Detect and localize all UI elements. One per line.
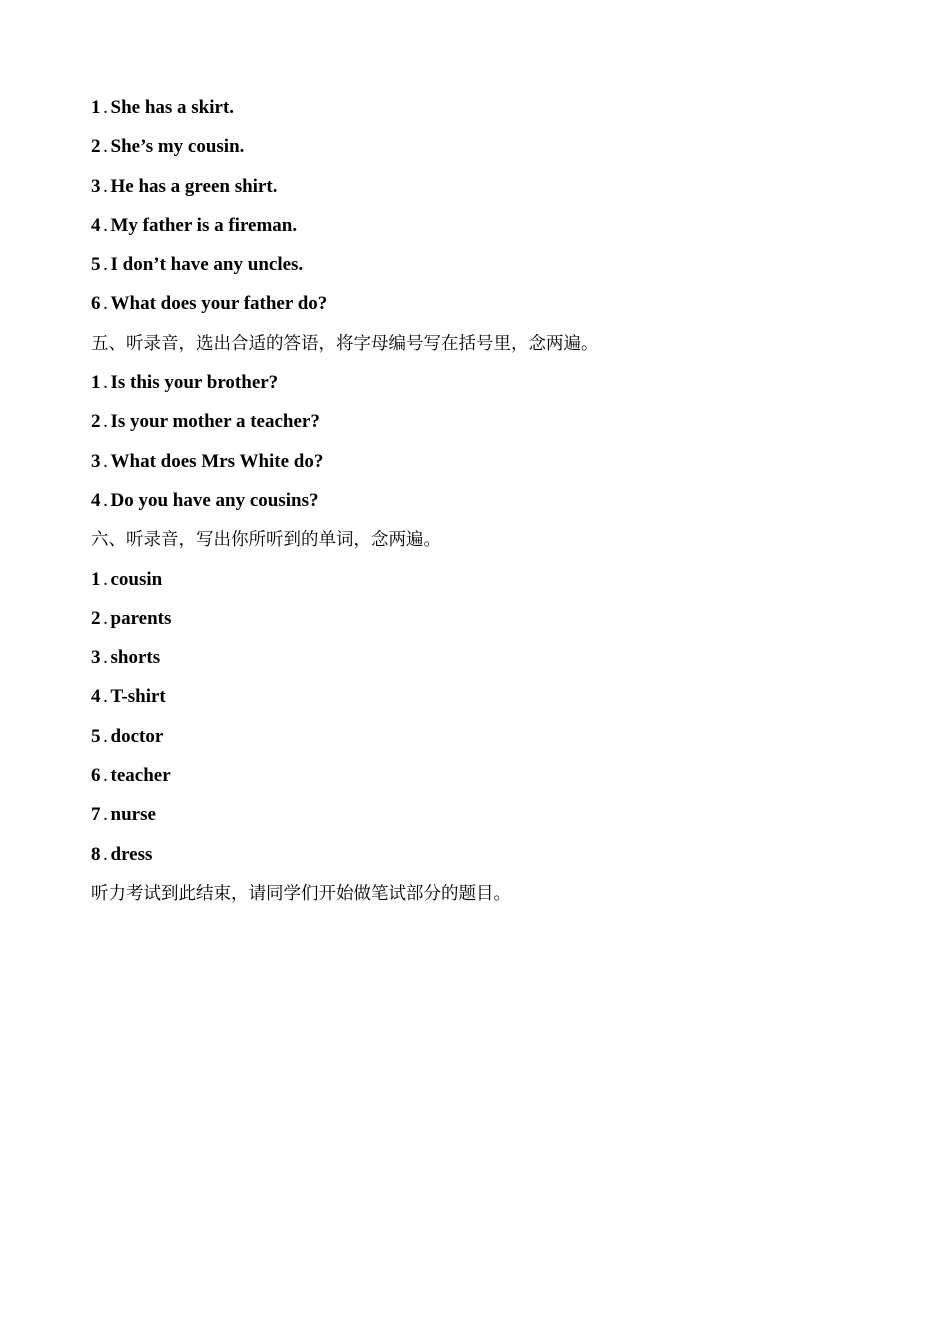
item-separator: . bbox=[103, 843, 108, 865]
item-number: 5 bbox=[91, 725, 101, 747]
section6-item-3 bbox=[91, 644, 891, 683]
item-separator: . bbox=[103, 293, 108, 315]
item-number: 4 bbox=[91, 489, 101, 511]
item-number: 8 bbox=[91, 843, 101, 865]
item-number: 3 bbox=[91, 450, 101, 472]
section6-item-8 bbox=[91, 841, 891, 880]
item-text: parents bbox=[110, 607, 172, 629]
item-text: cousin bbox=[110, 568, 163, 590]
section6-item-6 bbox=[91, 762, 891, 801]
item-text: doctor bbox=[110, 725, 164, 747]
item-separator: . bbox=[103, 254, 108, 276]
item-separator: . bbox=[103, 136, 108, 158]
item-separator: . bbox=[103, 607, 108, 629]
item-number: 1 bbox=[91, 97, 101, 118]
section6-item-5 bbox=[91, 723, 891, 762]
document-page bbox=[91, 94, 891, 919]
item-separator: . bbox=[103, 372, 108, 394]
section6-heading: 六、听录音，写出你所听到的单词，念两遍。 bbox=[91, 530, 441, 551]
item-number: 7 bbox=[91, 804, 101, 826]
item-text: nurse bbox=[110, 804, 156, 826]
section5-item-1 bbox=[91, 369, 891, 408]
item-number: 4 bbox=[91, 214, 101, 236]
item-text: Do you have any cousins? bbox=[110, 489, 319, 511]
item-separator: . bbox=[103, 175, 108, 197]
item-number: 2 bbox=[91, 411, 101, 433]
item-number: 2 bbox=[91, 136, 101, 158]
item-text: My father is a fireman. bbox=[110, 214, 298, 236]
section4-item-3 bbox=[91, 173, 891, 212]
item-number: 2 bbox=[91, 607, 101, 629]
item-text: Is your mother a teacher? bbox=[110, 411, 320, 433]
item-separator: . bbox=[103, 450, 108, 472]
section6-item-7 bbox=[91, 801, 891, 840]
section5-heading: 五、听录音，选出合适的答语，将字母编号写在括号里，念两遍。 bbox=[91, 333, 599, 354]
item-text: dress bbox=[110, 843, 153, 865]
section6-item-4 bbox=[91, 683, 891, 722]
item-text: I don’t have any uncles. bbox=[110, 254, 304, 276]
section4-item-2 bbox=[91, 133, 891, 172]
item-separator: . bbox=[103, 725, 108, 747]
item-text: She’s my cousin. bbox=[110, 136, 245, 158]
item-number: 6 bbox=[91, 765, 101, 787]
item-number: 3 bbox=[91, 647, 101, 669]
section5-item-2 bbox=[91, 408, 891, 447]
section5-item-4 bbox=[91, 487, 891, 526]
item-text: teacher bbox=[110, 765, 171, 787]
item-number: 6 bbox=[91, 293, 101, 315]
item-separator: . bbox=[103, 568, 108, 590]
closing-note: 听力考试到此结束，请同学们开始做笔试部分的题目。 bbox=[91, 883, 511, 904]
item-text: shorts bbox=[110, 647, 161, 669]
item-text: Is this your brother? bbox=[110, 372, 279, 394]
item-separator: . bbox=[103, 97, 108, 118]
item-separator: . bbox=[103, 411, 108, 433]
item-text: What does Mrs White do? bbox=[110, 450, 324, 472]
item-number: 4 bbox=[91, 686, 101, 708]
section5-item-3 bbox=[91, 448, 891, 487]
item-separator: . bbox=[103, 214, 108, 236]
section4-item-6 bbox=[91, 290, 891, 329]
section6-item-1 bbox=[91, 566, 891, 605]
section6-item-2 bbox=[91, 605, 891, 644]
item-text: What does your father do? bbox=[110, 293, 328, 315]
item-separator: . bbox=[103, 804, 108, 826]
item-text: T-shirt bbox=[110, 686, 166, 708]
item-separator: . bbox=[103, 686, 108, 708]
item-text: She has a skirt. bbox=[110, 97, 235, 118]
item-number: 3 bbox=[91, 175, 101, 197]
item-number: 1 bbox=[91, 568, 101, 590]
item-separator: . bbox=[103, 489, 108, 511]
section4-item-1 bbox=[91, 94, 891, 133]
item-number: 1 bbox=[91, 372, 101, 394]
item-text: He has a green shirt. bbox=[110, 175, 278, 197]
section4-item-5 bbox=[91, 251, 891, 290]
item-separator: . bbox=[103, 765, 108, 787]
item-separator: . bbox=[103, 647, 108, 669]
item-number: 5 bbox=[91, 254, 101, 276]
section4-item-4 bbox=[91, 212, 891, 251]
